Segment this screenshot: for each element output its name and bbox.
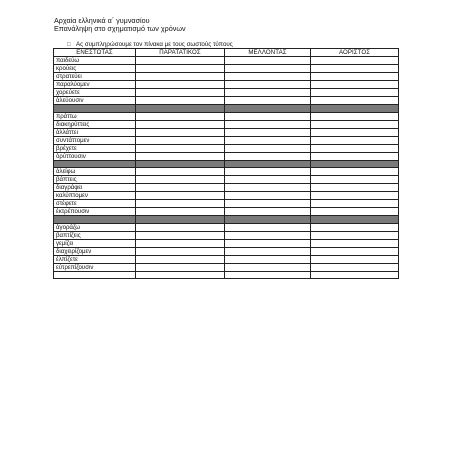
imperfect-cell[interactable] bbox=[136, 81, 225, 89]
conjugation-table bbox=[53, 48, 399, 279]
present-form-cell: ἀλείφω bbox=[54, 168, 136, 176]
future-cell[interactable] bbox=[225, 247, 311, 255]
present-form-cell: βάπτεις bbox=[54, 176, 136, 184]
present-form-cell: διακηρύττεις bbox=[54, 120, 136, 128]
separator-cell bbox=[54, 160, 136, 168]
aorist-cell[interactable] bbox=[311, 168, 399, 176]
present-form-cell: γεμίζει bbox=[54, 239, 136, 247]
present-form-cell: συντάττομεν bbox=[54, 136, 136, 144]
table-row bbox=[54, 168, 399, 176]
imperfect-cell[interactable] bbox=[136, 192, 225, 200]
table-row bbox=[54, 239, 399, 247]
table-row bbox=[54, 128, 399, 136]
separator-cell bbox=[54, 216, 136, 224]
separator-cell bbox=[54, 105, 136, 113]
aorist-cell[interactable] bbox=[311, 81, 399, 89]
aorist-cell[interactable] bbox=[311, 65, 399, 73]
imperfect-cell[interactable] bbox=[136, 231, 225, 239]
present-form-cell: πράττω bbox=[54, 112, 136, 120]
future-cell[interactable] bbox=[225, 97, 311, 105]
future-cell[interactable] bbox=[225, 263, 311, 271]
group-separator-row bbox=[54, 216, 399, 224]
future-cell[interactable] bbox=[225, 57, 311, 65]
imperfect-cell[interactable] bbox=[136, 263, 225, 271]
aorist-cell[interactable] bbox=[311, 176, 399, 184]
header-present: ΕΝΕΣΤΩΤΑΣ bbox=[54, 49, 136, 57]
future-cell[interactable] bbox=[225, 200, 311, 208]
table-row bbox=[54, 144, 399, 152]
aorist-cell[interactable] bbox=[311, 255, 399, 263]
instruction-text: Ας συμπληρώσουμε τον πίνακα με τους σωστούς τύπους bbox=[76, 41, 233, 48]
separator-cell bbox=[311, 216, 399, 224]
future-cell[interactable] bbox=[225, 168, 311, 176]
empty-cell[interactable] bbox=[225, 271, 311, 278]
aorist-cell[interactable] bbox=[311, 208, 399, 216]
aorist-cell[interactable] bbox=[311, 97, 399, 105]
header-aorist: ΑΟΡΙΣΤΟΣ bbox=[311, 49, 399, 57]
present-form-cell: κρούεις bbox=[54, 65, 136, 73]
present-form-cell: στρατεύει bbox=[54, 73, 136, 81]
future-cell[interactable] bbox=[225, 255, 311, 263]
table-row bbox=[54, 81, 399, 89]
group-separator-row bbox=[54, 105, 399, 113]
aorist-cell[interactable] bbox=[311, 136, 399, 144]
table-row bbox=[54, 120, 399, 128]
future-cell[interactable] bbox=[225, 239, 311, 247]
aorist-cell[interactable] bbox=[311, 89, 399, 97]
present-form-cell: διαγράφει bbox=[54, 184, 136, 192]
aorist-cell[interactable] bbox=[311, 223, 399, 231]
aorist-cell[interactable] bbox=[311, 184, 399, 192]
present-form-cell: παραλύομεν bbox=[54, 81, 136, 89]
aorist-cell[interactable] bbox=[311, 231, 399, 239]
imperfect-cell[interactable] bbox=[136, 97, 225, 105]
future-cell[interactable] bbox=[225, 89, 311, 97]
imperfect-cell[interactable] bbox=[136, 128, 225, 136]
future-cell[interactable] bbox=[225, 112, 311, 120]
separator-cell bbox=[311, 160, 399, 168]
imperfect-cell[interactable] bbox=[136, 152, 225, 160]
imperfect-cell[interactable] bbox=[136, 247, 225, 255]
future-cell[interactable] bbox=[225, 192, 311, 200]
table-row bbox=[54, 57, 399, 65]
future-cell[interactable] bbox=[225, 120, 311, 128]
header-future: ΜΕΛΛΟΝΤΑΣ bbox=[225, 49, 311, 57]
group-separator-row bbox=[54, 160, 399, 168]
separator-cell bbox=[136, 105, 225, 113]
imperfect-cell[interactable] bbox=[136, 120, 225, 128]
imperfect-cell[interactable] bbox=[136, 239, 225, 247]
table-row bbox=[54, 112, 399, 120]
table-row bbox=[54, 89, 399, 97]
future-cell[interactable] bbox=[225, 184, 311, 192]
present-form-cell: ὀρύττουσιν bbox=[54, 152, 136, 160]
imperfect-cell[interactable] bbox=[136, 208, 225, 216]
imperfect-cell[interactable] bbox=[136, 200, 225, 208]
header-imperfect: ΠΑΡΑΤΑΤΙΚΟΣ bbox=[136, 49, 225, 57]
table-row bbox=[54, 223, 399, 231]
present-form-cell: βρέχετε bbox=[54, 144, 136, 152]
table-row-empty bbox=[54, 271, 399, 278]
present-form-cell: ἀλεύουσιν bbox=[54, 97, 136, 105]
document-subtitle: Επανάληψη στο σχηματισμό των χρόνων bbox=[54, 24, 186, 33]
future-cell[interactable] bbox=[225, 136, 311, 144]
aorist-cell[interactable] bbox=[311, 57, 399, 65]
table-row bbox=[54, 184, 399, 192]
future-cell[interactable] bbox=[225, 152, 311, 160]
aorist-cell[interactable] bbox=[311, 112, 399, 120]
separator-cell bbox=[225, 105, 311, 113]
table-row bbox=[54, 152, 399, 160]
future-cell[interactable] bbox=[225, 81, 311, 89]
future-cell[interactable] bbox=[225, 223, 311, 231]
imperfect-cell[interactable] bbox=[136, 57, 225, 65]
empty-cell[interactable] bbox=[136, 271, 225, 278]
table-row bbox=[54, 247, 399, 255]
aorist-cell[interactable] bbox=[311, 128, 399, 136]
future-cell[interactable] bbox=[225, 144, 311, 152]
separator-cell bbox=[225, 160, 311, 168]
table-row bbox=[54, 192, 399, 200]
future-cell[interactable] bbox=[225, 128, 311, 136]
table-row bbox=[54, 208, 399, 216]
imperfect-cell[interactable] bbox=[136, 136, 225, 144]
empty-cell[interactable] bbox=[54, 271, 136, 278]
present-form-cell: βαπτίζεις bbox=[54, 231, 136, 239]
table-header-row bbox=[54, 49, 399, 57]
imperfect-cell[interactable] bbox=[136, 168, 225, 176]
present-form-cell: ἀλλάττει bbox=[54, 128, 136, 136]
table-row bbox=[54, 200, 399, 208]
table-row bbox=[54, 136, 399, 144]
present-form-cell: διαχειρίζομεν bbox=[54, 247, 136, 255]
imperfect-cell[interactable] bbox=[136, 184, 225, 192]
imperfect-cell[interactable] bbox=[136, 89, 225, 97]
present-form-cell: ἐλπίζετε bbox=[54, 255, 136, 263]
aorist-cell[interactable] bbox=[311, 247, 399, 255]
imperfect-cell[interactable] bbox=[136, 73, 225, 81]
aorist-cell[interactable] bbox=[311, 144, 399, 152]
aorist-cell[interactable] bbox=[311, 192, 399, 200]
aorist-cell[interactable] bbox=[311, 263, 399, 271]
present-form-cell: στέφετε bbox=[54, 200, 136, 208]
square-bullet-icon: □ bbox=[67, 42, 71, 48]
table-row bbox=[54, 65, 399, 73]
future-cell[interactable] bbox=[225, 208, 311, 216]
present-form-cell: χορεύετε bbox=[54, 89, 136, 97]
future-cell[interactable] bbox=[225, 231, 311, 239]
separator-cell bbox=[136, 216, 225, 224]
document-title: Αρχαία ελληνικά α΄ γυμνασίου bbox=[54, 16, 150, 25]
imperfect-cell[interactable] bbox=[136, 112, 225, 120]
aorist-cell[interactable] bbox=[311, 120, 399, 128]
separator-cell bbox=[225, 216, 311, 224]
present-form-cell: ἐκτρέπουσιν bbox=[54, 208, 136, 216]
table-row bbox=[54, 73, 399, 81]
aorist-cell[interactable] bbox=[311, 200, 399, 208]
separator-cell bbox=[136, 160, 225, 168]
future-cell[interactable] bbox=[225, 65, 311, 73]
empty-cell[interactable] bbox=[311, 271, 399, 278]
imperfect-cell[interactable] bbox=[136, 144, 225, 152]
aorist-cell[interactable] bbox=[311, 73, 399, 81]
present-form-cell: παιδεύω bbox=[54, 57, 136, 65]
table-row bbox=[54, 97, 399, 105]
present-form-cell: καλύπτομεν bbox=[54, 192, 136, 200]
aorist-cell[interactable] bbox=[311, 239, 399, 247]
future-cell[interactable] bbox=[225, 176, 311, 184]
imperfect-cell[interactable] bbox=[136, 223, 225, 231]
table-row bbox=[54, 263, 399, 271]
table-row bbox=[54, 231, 399, 239]
aorist-cell[interactable] bbox=[311, 152, 399, 160]
future-cell[interactable] bbox=[225, 73, 311, 81]
table-body bbox=[54, 57, 399, 279]
table-row bbox=[54, 176, 399, 184]
table-row bbox=[54, 255, 399, 263]
imperfect-cell[interactable] bbox=[136, 65, 225, 73]
present-form-cell: εὐτρεπίζουσιν bbox=[54, 263, 136, 271]
imperfect-cell[interactable] bbox=[136, 255, 225, 263]
present-form-cell: ἀγοράζω bbox=[54, 223, 136, 231]
imperfect-cell[interactable] bbox=[136, 176, 225, 184]
separator-cell bbox=[311, 105, 399, 113]
